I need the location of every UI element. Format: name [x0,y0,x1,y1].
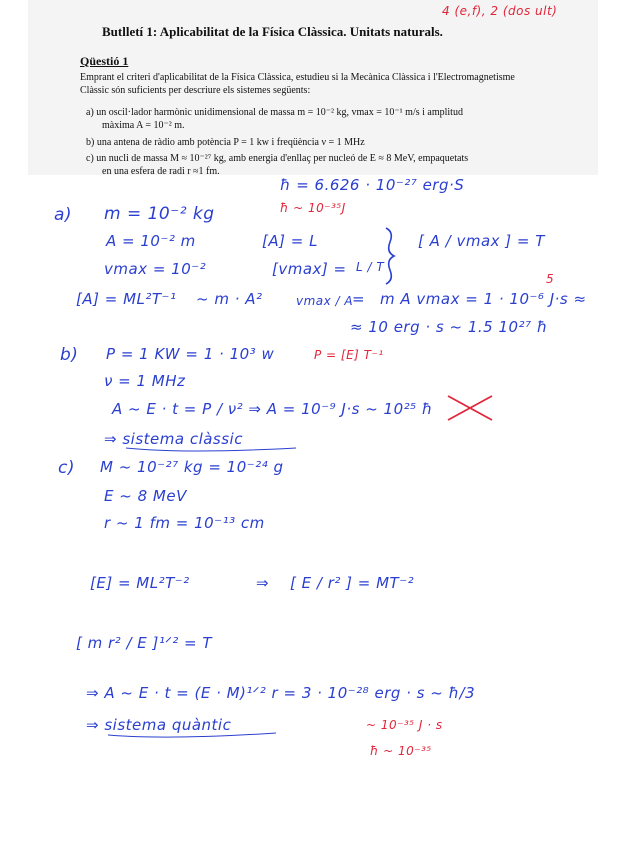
part-b-label: b) [60,345,79,365]
c-action: ⇒ A ~ E · t = (E · M)¹ᐟ² r = 3 · 10⁻²⁸ erg · s ~ ħ/3 [86,684,476,702]
c-time-root: [ m r² / E ]¹ᐟ² = T [76,634,213,652]
c-energy: E ~ 8 MeV [104,487,187,505]
b-conclusion: ⇒ sistema clàssic [104,430,243,448]
item-a-line-2: màxima A = 10⁻² m. [102,120,185,131]
a-dim-vmax: [vmax] = [272,260,347,278]
c-radius: r ~ 1 fm = 10⁻¹³ cm [104,514,265,532]
c-hbar-order: ħ ~ 10⁻³⁵ [370,744,432,758]
c-conclusion: ⇒ sistema quàntic [86,716,232,734]
part-a-label: a) [54,205,73,225]
a-action-estimate: ~ m · A² [196,290,263,308]
a-result: m A vmax = 1 · 10⁻⁶ J·s ≈ [380,290,587,308]
hbar-order: ħ ~ 10⁻³⁵J [280,201,346,215]
c-energy-over-r2: [ E / r² ] = MT⁻² [290,574,415,592]
a-action-dimension: [A] = ML²T⁻¹ [76,290,177,308]
a-time-ratio: [ A / vmax ] = T [418,232,545,250]
page-title: Butlletí 1: Aplicabilitat de la Física Clàssica. Unitats naturals. [102,24,443,39]
a-equals: = [352,290,366,308]
b-action: A ~ E · t = P / ν² ⇒ A = 10⁻⁹ J·s ~ 10²⁵ ħ [112,400,433,418]
b-power-dimension: P = [E] T⁻¹ [314,348,384,362]
c-mass: M ~ 10⁻²⁷ kg = 10⁻²⁴ g [100,458,284,476]
hbar-value: ħ = 6.626 · 10⁻²⁷ erg·S [280,176,465,194]
intro-line-1: Emprant el criteri d'aplicabilitat de la Física Clàssica, estudieu si la Mecànica Clàssica i l'Electromagnetisme [80,72,515,83]
a-amplitude: A = 10⁻² m [106,232,196,250]
a-ratio-fraction: vmax / A [296,294,354,308]
a-vmax: vmax = 10⁻² [104,260,207,278]
a-exponent-correction: 5 [546,272,555,286]
brace-stroke [386,228,394,284]
b-conclusion-underline [126,448,296,451]
question-heading: Qüestió 1 [80,54,129,68]
item-c-line-1: c) un nucli de massa M ≈ 10⁻²⁷ kg, amb energia d'enllaç per nucleó de E ≈ 8 MeV, empaquetats [86,153,469,164]
item-a-line-1: a) un oscil·lador harmònic unidimensional de massa m = 10⁻² kg, vmax = 10⁻¹ m/s i amplitud [86,107,463,118]
a-dim-amplitude: [A] = L [262,232,318,250]
b-power: P = 1 KW = 1 · 10³ w [106,345,275,363]
a-mass: m = 10⁻² kg [104,204,215,224]
a-dim-vmax-fraction: L / T [356,260,385,274]
b-frequency: ν = 1 MHz [104,372,186,390]
c-action-si: ~ 10⁻³⁵ J · s [366,718,443,732]
a-result-hbar: ≈ 10 erg · s ~ 1.5 10²⁷ ħ [350,318,548,336]
c-energy-dimension: [E] = ML²T⁻² [90,574,190,592]
crossout-stroke [448,396,492,420]
item-c-line-2: en una esfera de radi r ≈1 fm. [102,166,220,177]
c-implies: ⇒ [256,574,270,592]
item-b: b) una antena de ràdio amb potència P = 1 kw i freqüència ν = 1 MHz [86,137,365,148]
intro-line-2: Clàssic són suficients per descriure els sistemes següents: [80,85,311,96]
part-c-label: c) [58,458,75,478]
corner-grading-note: 4 (e,f), 2 (dos ult) [442,4,558,18]
